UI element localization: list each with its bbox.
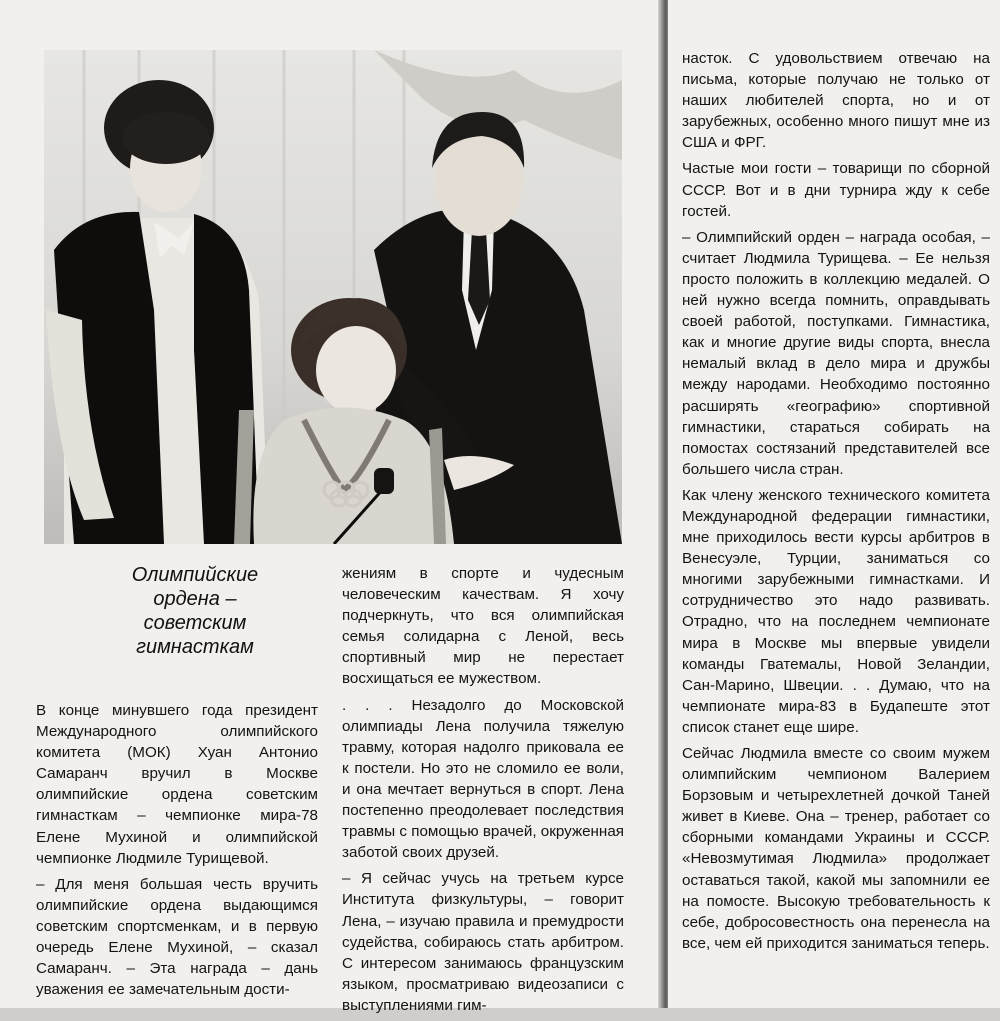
paragraph: жениям в спорте и чудесным человеческим качествам. Я хочу подчеркнуть, что вся олимпийская семья солидарна с Леной, весь спортивный мир не перестает восхищаться ее мужеством. [342, 565, 624, 688]
title-line: Олимпийские [131, 564, 259, 586]
paragraph: Сейчас Людмила вместе со своим мужем олимпийским чемпионом Валерием Борзовым и четырехлетней дочкой Таней живет в Киеве. Она – тренер, работает со сборными командами Украины и СССР. «Невозмутимая Людмила» продолжает оставаться такой, какой мы запомнили ее на помосте. Высокую требовательность к себе, добросовестность она перенесла на все, чем ей приходится заниматься теперь. [682, 745, 990, 952]
paragraph: – Олимпийский орден – награда особая, – считает Людмила Турищева. – Ее нельзя просто положить в коллекцию медалей. О ней нужно всегда помнить, оправдывать своей работой, поступками. Гимнастика, как и многие другие виды спорта, внесла немалый вклад в дело мира и дружбы между народами. Необходимо постоянно расширять «географию» спортивной гимнастики, стараться собирать на помостах состязаний представителей все большего числа стран. [682, 228, 990, 478]
paragraph: . . . Незадолго до Московской олимпиады Лена получила тяжелую травму, которая надолго приковала ее к постели. Но это не сломило ее воли, и она мечтает вернуться в спорт. Лена постепенно преодолевает последствия травмы с помощью врачей, окруженная заботой своих друзей. [342, 696, 624, 862]
paragraph: насток. С удовольствием отвечаю на письма, которые получаю не только от наших любителей спорта, но и от зарубежных, особенно много пишут мне из США и ФРГ. [682, 50, 990, 152]
title-line: советским [143, 612, 247, 634]
title-line: ордена – [153, 588, 237, 610]
column-right [682, 48, 990, 959]
column-middle [342, 563, 624, 1021]
photo-illustration [44, 50, 622, 544]
column-left [36, 700, 318, 1005]
photograph [44, 50, 622, 544]
article-title [95, 563, 295, 659]
paragraph: Частые мои гости – товарищи по сборной СССР. Вот и в дни турнира жду к себе гостей. [682, 160, 990, 220]
paragraph: Как члену женского технического комитета Международной федерации гимнастики, мне приходилось вести курсы арбитров в Венесуэле, Турции, заниматься со многими зарубежными гимнастками. И сотрудничество это надо развивать. Отрадно, что на последнем чемпионате мира в Москве мы впервые увидели команды Гватемалы, Новой Зеландии, Сан-Марино, Швеции. . . Думаю, что на чемпионате мира-83 в Будапеште этот список станет еще шире. [682, 486, 990, 736]
right-page [668, 0, 1000, 1008]
title-line: гимнасткам [136, 636, 254, 658]
paragraph: – Я сейчас учусь на третьем курсе Института физкультуры, – говорит Лена, – изучаю правила и премудрости судейства, собираюсь стать арбитром. С интересом занимаюсь французским языком, просматриваю видеозаписи с выступлениями гим- [342, 870, 624, 1014]
paragraph: – Для меня большая честь вручить олимпийские ордена выдающимся советским спортсменкам, и в первую очередь Елене Мухиной, – сказал Самаранч. – Эта награда – дань уважения ее замечательным дости- [36, 875, 318, 999]
paragraph: В конце минувшего года президент Международного олимпийского комитета (МОК) Хуан Антонио Самаранч вручил в Москве олимпийские ордена советским гимнасткам – чемпионке мира-78 Елене Мухиной и олимпийской чемпионке Людмиле Турищевой. [36, 702, 318, 867]
